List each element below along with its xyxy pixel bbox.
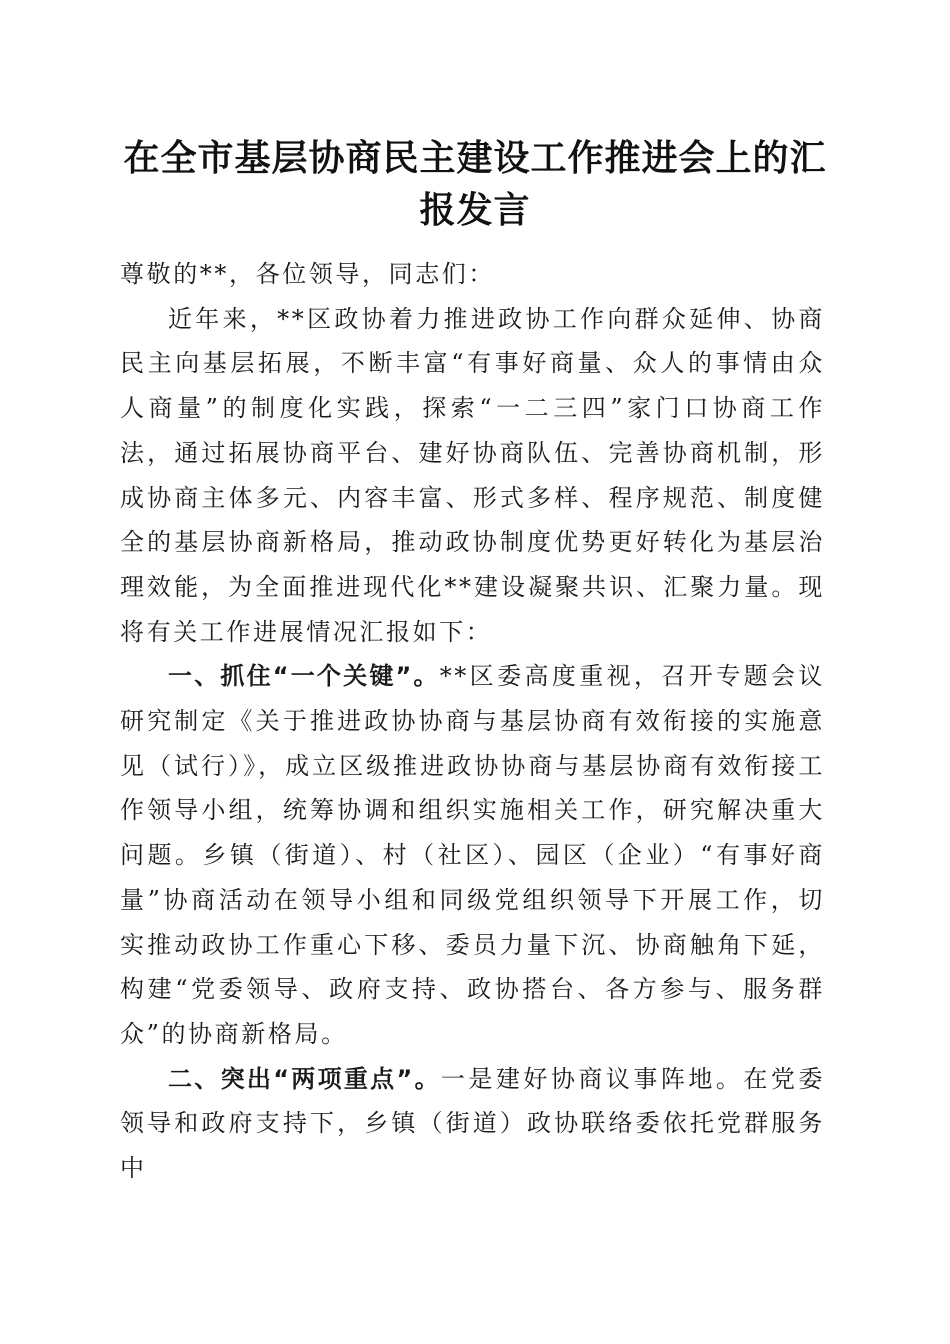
section-paragraph-2	[120, 1057, 825, 1191]
intro-paragraph: 近年来，**区政协着力推进政协工作向群众延伸、协商民主向基层拓展，不断丰富“有事好商量、众人的事情由众人商量”的制度化实践，探索“一二三四”家门口协商工作法，通过拓展协商平台、建好协商队伍、完善协商机制，形成协商主体多元、内容丰富、形式多样、程序规范、制度健全的基层协商新格局，推动政协制度优势更好转化为基层治理效能，为全面推进现代化**建设凝聚共识、汇聚力量。现将有关工作进展情况汇报如下：	[120, 304, 825, 646]
salutation: 尊敬的**，各位领导，同志们：	[120, 260, 495, 288]
section-text-1: **区委高度重视，召开专题会议研究制定《关于推进政协协商与基层协商有效衔接的实施意见（试行）》，成立区级推进政协协商与基层协商有效衔接工作领导小组，统筹协调和组织实施相关工作，研究解决重大问题。乡镇（街道）、村（社区）、园区（企业）“有事好商量”协商活动在领导小组和同级党组织领导下开展工作，切实推动政协工作重心下移、委员力量下沉、协商触角下延，构建“党委领导、政府支持、政协搭台、各方参与、服务群众”的协商新格局。	[120, 662, 826, 1048]
section-text-2: 一是建好协商议事阵地。在党委领导和政府支持下，乡镇（街道）政协联络委依托党群服务中	[120, 1064, 825, 1183]
document-title: 在全市基层协商民主建设工作推进会上的汇报发言	[123, 137, 827, 231]
section-heading-2: 二、突出“两项重点”。	[168, 1064, 441, 1093]
document-body	[120, 252, 825, 1191]
section-paragraph-1	[120, 654, 825, 1056]
section-heading-1: 一、抓住“一个关键”。	[168, 662, 440, 691]
